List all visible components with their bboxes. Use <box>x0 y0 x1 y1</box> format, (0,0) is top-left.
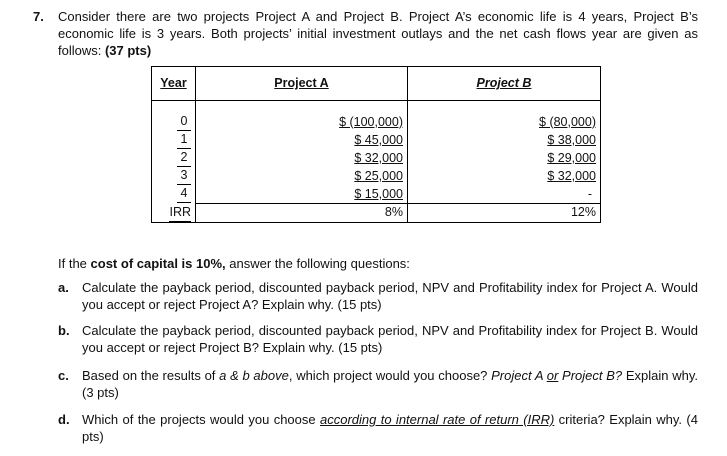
question-text <box>58 8 698 59</box>
item-label: b. <box>58 323 70 338</box>
item-c-part: , which project would you choose? <box>288 368 492 383</box>
question-body: Consider there are two projects Project A and Project B. Project A’s economic life is 4 years, Project B’s economic life is 3 years. Both projects’ initial investment outlays and the net cash flows year are given as follows: <box>58 9 698 58</box>
project-a-cell: $ (100,000) <box>339 114 403 129</box>
item-c-reference: a & b above <box>219 368 289 383</box>
year-cell: 2 <box>177 149 191 167</box>
item-label: a. <box>58 280 69 295</box>
item-c-part: Explain why. (3 pts) <box>82 368 698 400</box>
header-project-b-text: Project B <box>476 76 532 90</box>
item-c-or: or <box>546 368 559 383</box>
irr-label: IRR <box>169 204 191 222</box>
item-d-part: Which of the projects would you choose <box>82 412 320 427</box>
intro-cost-of-capital: cost of capital is 10%, <box>90 256 226 271</box>
year-cell: 1 <box>177 131 191 149</box>
item-text: Calculate the payback period, discounted payback period, NPV and Profitability index for Project A. Would you accept or reject Project A? Explain why. (15 pts) <box>82 280 698 312</box>
irr-project-a: 8% <box>384 205 403 220</box>
blank-row <box>152 101 601 114</box>
question-item-d <box>58 411 698 445</box>
item-c-part: Based on the results of <box>82 368 220 383</box>
table-row <box>152 185 601 204</box>
item-d-part: criteria? Explain why. (4 pts) <box>82 412 698 444</box>
project-a-cell: $ 25,000 <box>354 168 403 183</box>
intro-text <box>58 255 410 272</box>
item-text <box>82 411 698 445</box>
project-b-cell: - <box>587 186 592 201</box>
item-c-project-b: Project B? <box>558 368 623 383</box>
table-row <box>152 113 601 131</box>
project-a-cell: $ 15,000 <box>354 186 403 201</box>
table-header-row <box>152 67 601 101</box>
question-item-a <box>58 279 698 313</box>
project-a-cell: $ 45,000 <box>354 132 403 147</box>
item-label: d. <box>58 412 70 427</box>
header-year: Year <box>152 67 196 101</box>
project-b-cell: $ 32,000 <box>547 168 596 183</box>
header-project-b <box>408 67 601 101</box>
cash-flow-table <box>151 66 601 223</box>
table-row <box>152 149 601 167</box>
question-item-c <box>58 367 698 401</box>
irr-row <box>152 204 601 223</box>
item-c-project-a: Project A <box>491 368 547 383</box>
intro-post: answer the following questions: <box>225 256 410 271</box>
item-text <box>82 367 698 401</box>
project-b-cell: $ (80,000) <box>539 114 596 129</box>
header-project-a: Project A <box>196 67 408 101</box>
year-cell: 3 <box>177 167 191 185</box>
item-d-irr-criteria: according to internal rate of return (IRR) <box>319 412 555 427</box>
intro-pre: If the <box>58 256 91 271</box>
item-text: Calculate the payback period, discounted payback period, NPV and Profitability index for Project B. Would you accept or reject Project B? Explain why. (15 pts) <box>82 323 698 355</box>
table-row <box>152 131 601 149</box>
project-b-cell: $ 38,000 <box>547 132 596 147</box>
project-a-cell: $ 32,000 <box>354 150 403 165</box>
year-cell: 4 <box>177 185 191 203</box>
question-points: (37 pts) <box>104 43 152 58</box>
irr-project-b: 12% <box>570 205 596 220</box>
project-b-cell: $ 29,000 <box>547 150 596 165</box>
item-label: c. <box>58 368 69 383</box>
question-item-b <box>58 322 698 356</box>
question-number: 7. <box>33 9 44 24</box>
year-cell: 0 <box>177 113 191 131</box>
table-row <box>152 167 601 185</box>
